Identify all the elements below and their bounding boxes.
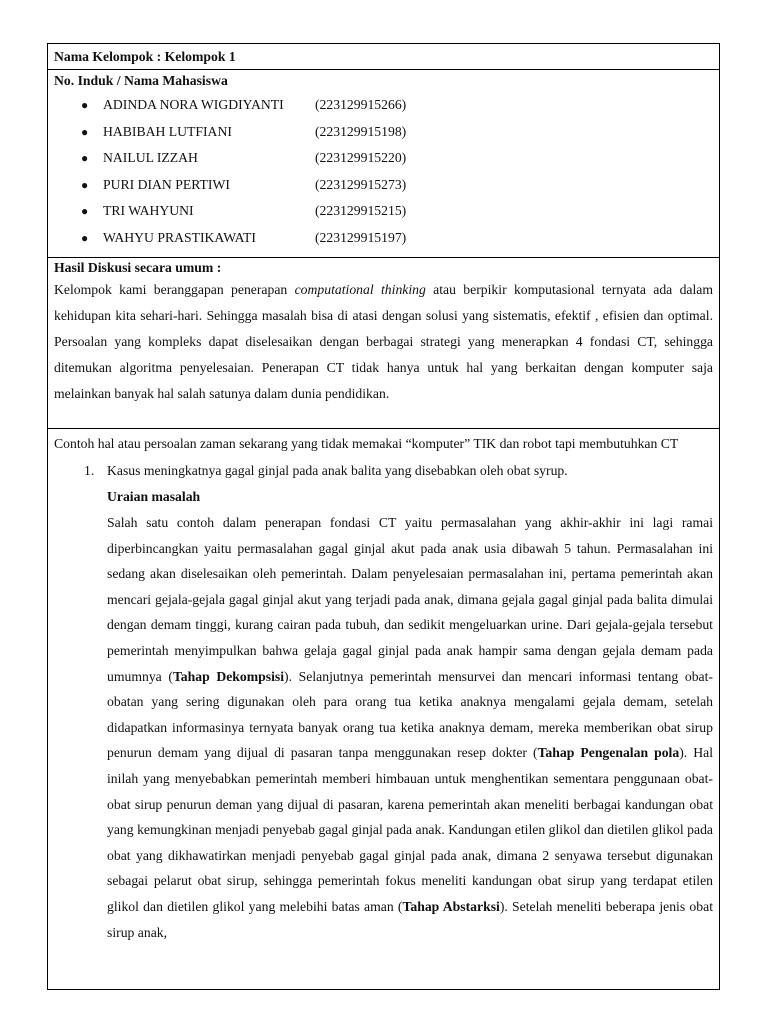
example-intro: Contoh hal atau persoalan zaman sekarang yang tidak memakai “komputer” TIK dan robot tapi membutuhkan CT — [54, 436, 679, 451]
member-name: WAHYU PRASTIKAWATI — [103, 229, 256, 245]
member-id: (223129915215) — [315, 203, 407, 218]
group-report-table — [47, 43, 720, 990]
member-name: TRI WAHYUNI — [103, 203, 194, 218]
list-item — [54, 92, 713, 119]
bullet-icon: ● — [81, 177, 89, 192]
list-item — [54, 198, 713, 225]
numbered-item — [54, 458, 713, 484]
member-name: HABIBAH LUTFIANI — [103, 123, 232, 139]
member-id: (223129915273) — [315, 176, 407, 192]
subheading: Uraian masalah — [107, 489, 201, 504]
bullet-icon: ● — [81, 230, 89, 245]
students-heading: No. Induk / Nama Mahasiswa — [54, 73, 228, 88]
member-id: (223129915266) — [315, 97, 407, 112]
list-item — [54, 225, 713, 252]
example-row — [48, 429, 720, 990]
group-row — [48, 44, 720, 70]
document-page — [47, 43, 720, 990]
summary-heading: Hasil Diskusi secara umum : — [54, 260, 222, 275]
bullet-icon: ● — [81, 98, 89, 112]
list-item — [54, 119, 713, 146]
list-item — [54, 172, 713, 199]
group-name: Nama Kelompok : Kelompok 1 — [48, 44, 720, 70]
item-title: Kasus meningkatnya gagal ginjal pada anak balita yang disebabkan oleh obat syrup. — [107, 463, 568, 478]
problem-paragraph: Salah satu contoh dalam penerapan fondasi CT yaitu permasalahan yang akhir-akhir ini lagi ramai diperbincangkan yaitu permasalahan gagal ginjal akut pada anak usia dibawah 5 tahun. Permasalahan ini sedang akan diselesaikan oleh pemerintah. Dalam penyelesaian permasalahan ini, pertama pemerintah akan mencari gejala-gejala gagal ginjal akut yang terjadi pada anak, dimana gejala gagal ginjal pada balita dimulai dengan demam tinggi, kurang cairan pada tubuh, dan sedikit mengeluarkan urine. Dari gejala-gejala tersebut pemerintah menyimpulkan bahwa gelaja gagal ginjal pada anak hampir sama dengan gejala demam pada umumnya (Tahap Dekompsisi). Selanjutnya pemerintah mensurvei dan mencari informasi tentang obat-obatan yang sering digunakan oleh para orang tua ketika anaknya mengalami gejala demam, setelah didapatkan informasinya ternyata banyak orang tua ketika anaknya demam, mereka memberikan obat sirup penurun demam yang dijual di pasaran tanpa menggunakan resep dokter (Tahap Pengenalan pola). Hal inilah yang menyebabkan pemerintah memberi himbauan untuk menghentikan sementara penggunaan obat-obat sirup penurun deman yang dijual di pasaran, karena pemerintah akan meneliti berbagai kandungan obat yang kemungkinan menjadi penyebab gagal ginjal pada anak. Kandungan etilen glikol dan dietilen glikol pada obat yang dikhawatirkan menjadi penyebab gagal ginjal pada anak, dimana 2 senyawa tersebut digunakan sebagai pelarut obat sirup, sehingga pemerintah fokus meneliti kandungan obat sirup yang terdapat etilen glikol dan dietilen glikol yang melebihi batas aman (Tahap Abstarksi). Setelah meneliti beberapa jenis obat sirup anak, — [107, 515, 713, 940]
member-id: (223129915198) — [315, 123, 407, 139]
summary-paragraph: Kelompok kami beranggapan penerapan computational thinking atau berpikir komputasional ternyata ada dalam kehidupan kita sehari-hari. Sehingga masalah bisa di atasi dengan solusi yang sistematis, efektif , efisien dan optimal. Persoalan yang kompleks dapat diselesaikan dengan berbagai strategi yang menerapkan 4 fondasi CT, sehingga ditemukan algoritma penyelesaian. Penerapan CT tidak hanya untuk hal yang berkaitan dengan komputer saja melainkan banyak hal salah satunya dalam dunia pendidikan. — [54, 282, 714, 401]
member-name: NAILUL IZZAH — [103, 150, 198, 165]
member-id: (223129915197) — [315, 229, 407, 245]
bullet-icon: ● — [81, 151, 89, 165]
summary-row — [48, 258, 720, 429]
member-name: PURI DIAN PERTIWI — [103, 176, 230, 192]
member-name: ADINDA NORA WIGDIYANTI — [103, 97, 284, 112]
member-id: (223129915220) — [315, 150, 407, 165]
students-row — [48, 70, 720, 258]
bullet-icon: ● — [81, 124, 89, 139]
item-number: 1. — [84, 463, 95, 478]
member-list — [54, 92, 713, 257]
problem-description — [54, 484, 713, 945]
list-item — [54, 145, 713, 172]
bullet-icon: ● — [81, 204, 89, 218]
